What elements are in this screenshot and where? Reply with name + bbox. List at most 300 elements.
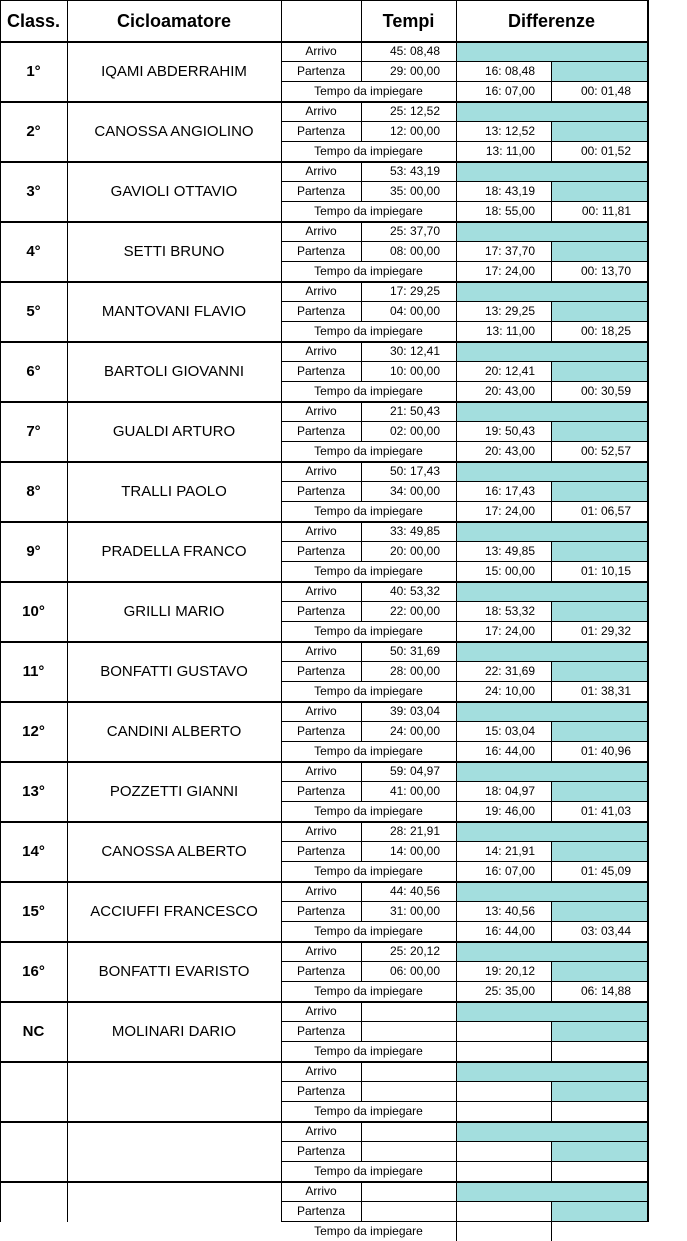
arrivo-label: Arrivo — [305, 884, 337, 898]
tempo-effettivo-value — [456, 1141, 551, 1161]
grid-line — [0, 161, 648, 163]
tempo-impiegare-label: Tempo da impiegare — [314, 204, 423, 218]
arrivo-value — [361, 1001, 456, 1021]
grid-line — [0, 1061, 648, 1063]
differenza-value: 00: 30,59 — [580, 384, 631, 398]
differenza-value: 01: 06,57 — [580, 504, 631, 518]
partenza-value: 14: 00,00 — [389, 844, 440, 858]
highlight-cell — [456, 161, 647, 181]
highlight-cell — [456, 641, 647, 661]
tempo-impiegare-value: 16: 07,00 — [484, 84, 535, 98]
grid-line — [281, 861, 647, 862]
grid-line — [281, 601, 647, 602]
cyclist-name: GRILLI MARIO — [123, 602, 225, 620]
partenza-label: Partenza — [296, 904, 346, 918]
tempo-impiegare-label: Tempo da impiegare — [314, 144, 423, 158]
grid-line — [456, 1061, 457, 1121]
arrivo-label: Arrivo — [305, 284, 337, 298]
grid-line — [0, 821, 648, 823]
arrivo-label: Arrivo — [305, 644, 337, 658]
grid-line — [0, 461, 648, 463]
differenza-value: 03: 03,44 — [580, 924, 631, 938]
arrivo-value: 44: 40,56 — [389, 884, 440, 898]
tempo-effettivo-value: 16: 17,43 — [484, 484, 535, 498]
partenza-label: Partenza — [296, 184, 346, 198]
grid-line — [551, 301, 552, 341]
grid-line — [456, 221, 457, 281]
grid-line — [0, 0, 648, 1]
tempo-effettivo-value: 13: 49,85 — [484, 544, 535, 558]
partenza-label: Partenza — [296, 1144, 346, 1158]
partenza-label: Partenza — [296, 244, 346, 258]
grid-line — [281, 201, 647, 202]
partenza-label: Partenza — [296, 1204, 346, 1218]
highlight-cell — [456, 461, 647, 481]
tempo-impiegare-value: 17: 24,00 — [484, 504, 535, 518]
differenza-value: 06: 14,88 — [580, 984, 631, 998]
tempo-impiegare-label: Tempo da impiegare — [314, 1164, 423, 1178]
grid-line — [456, 941, 457, 1001]
grid-line — [551, 121, 552, 161]
grid-line — [281, 1021, 647, 1022]
differenza-value: 00: 01,52 — [580, 144, 631, 158]
grid-line — [456, 41, 457, 101]
arrivo-label: Arrivo — [305, 764, 337, 778]
highlight-cell — [551, 301, 647, 321]
tempo-impiegare-value: 13: 11,00 — [485, 144, 535, 158]
header-cicloamatore: Cicloamatore — [116, 10, 232, 31]
arrivo-value: 40: 53,32 — [389, 584, 440, 598]
highlight-cell — [551, 1081, 647, 1101]
cyclist-name — [67, 1061, 281, 1121]
highlight-cell — [551, 601, 647, 621]
grid-line — [0, 1001, 648, 1003]
header-classifica: Class. — [6, 10, 61, 31]
partenza-label: Partenza — [296, 664, 346, 678]
tempo-impiegare-value: 20: 43,00 — [484, 384, 535, 398]
highlight-cell — [456, 1121, 647, 1141]
grid-line — [361, 521, 362, 561]
grid-line — [281, 801, 647, 802]
grid-line — [0, 761, 648, 763]
arrivo-value: 21: 50,43 — [389, 404, 440, 418]
highlight-cell — [551, 781, 647, 801]
cyclist-name: GAVIOLI OTTAVIO — [110, 182, 238, 200]
tempo-impiegare-label: Tempo da impiegare — [314, 504, 423, 518]
arrivo-label: Arrivo — [305, 224, 337, 238]
tempo-effettivo-value — [456, 1081, 551, 1101]
grid-line — [0, 41, 648, 43]
tempo-impiegare-label: Tempo da impiegare — [314, 264, 423, 278]
tempo-impiegare-value: 17: 24,00 — [484, 624, 535, 638]
highlight-cell — [456, 701, 647, 721]
partenza-label: Partenza — [296, 1024, 346, 1038]
rank-label — [0, 1121, 67, 1181]
arrivo-value: 33: 49,85 — [389, 524, 440, 538]
partenza-label: Partenza — [296, 604, 346, 618]
highlight-cell — [551, 901, 647, 921]
grid-line — [281, 661, 647, 662]
tempo-impiegare-label: Tempo da impiegare — [314, 84, 423, 98]
arrivo-label: Arrivo — [305, 704, 337, 718]
grid-line — [551, 181, 552, 221]
tempo-impiegare-label: Tempo da impiegare — [314, 804, 423, 818]
grid-line — [281, 441, 647, 442]
arrivo-value: 30: 12,41 — [389, 344, 440, 358]
highlight-cell — [551, 181, 647, 201]
rank-label: 5° — [26, 302, 41, 320]
grid-line — [456, 821, 457, 881]
tempo-effettivo-value: 18: 43,19 — [484, 184, 535, 198]
grid-line — [0, 1181, 648, 1183]
grid-line — [551, 541, 552, 581]
tempo-effettivo-value: 17: 37,70 — [484, 244, 535, 258]
highlight-cell — [551, 421, 647, 441]
cyclist-name: PRADELLA FRANCO — [101, 542, 247, 560]
grid-line — [551, 961, 552, 1001]
grid-line — [551, 421, 552, 461]
tempo-effettivo-value: 13: 12,52 — [484, 124, 535, 138]
grid-line — [281, 381, 647, 382]
grid-line — [281, 1161, 647, 1162]
rank-label: 6° — [26, 362, 41, 380]
tempo-impiegare-value — [456, 1221, 551, 1241]
grid-line — [0, 701, 648, 703]
tempo-effettivo-value: 22: 31,69 — [484, 664, 535, 678]
differenza-value — [551, 1041, 647, 1061]
arrivo-label: Arrivo — [305, 104, 337, 118]
cyclist-name: GUALDI ARTURO — [112, 422, 236, 440]
grid-line — [281, 841, 647, 842]
grid-line — [0, 0, 1, 1222]
grid-line — [551, 661, 552, 701]
arrivo-value: 25: 12,52 — [389, 104, 440, 118]
partenza-value: 04: 00,00 — [389, 304, 440, 318]
arrivo-value: 17: 29,25 — [389, 284, 440, 298]
grid-line — [281, 421, 647, 422]
partenza-value — [361, 1021, 456, 1041]
rank-label: 4° — [26, 242, 41, 260]
tempo-impiegare-value — [456, 1101, 551, 1121]
tempo-effettivo-value — [456, 1021, 551, 1041]
grid-line — [281, 61, 647, 62]
partenza-label: Partenza — [296, 64, 346, 78]
tempo-impiegare-value — [456, 1041, 551, 1061]
tempo-impiegare-value: 24: 10,00 — [484, 684, 535, 698]
partenza-value: 10: 00,00 — [389, 364, 440, 378]
tempo-impiegare-label: Tempo da impiegare — [314, 744, 423, 758]
partenza-value: 29: 00,00 — [389, 64, 440, 78]
grid-line — [456, 701, 457, 761]
arrivo-label: Arrivo — [305, 464, 337, 478]
grid-line — [0, 281, 648, 283]
grid-line — [361, 221, 362, 261]
grid-line — [281, 1141, 647, 1142]
grid-line — [551, 241, 552, 281]
arrivo-value: 59: 04,97 — [389, 764, 440, 778]
rank-label: 16° — [22, 962, 45, 980]
arrivo-value: 45: 08,48 — [389, 44, 440, 58]
cyclist-name: BARTOLI GIOVANNI — [103, 362, 245, 380]
highlight-cell — [456, 1061, 647, 1081]
grid-line — [281, 961, 647, 962]
grid-line — [456, 0, 457, 41]
tempo-impiegare-label: Tempo da impiegare — [314, 684, 423, 698]
tempo-impiegare-value: 17: 24,00 — [484, 264, 535, 278]
differenza-value — [551, 1101, 647, 1121]
differenza-value: 00: 01,48 — [580, 84, 631, 98]
cyclist-name: CANDINI ALBERTO — [106, 722, 242, 740]
highlight-cell — [551, 841, 647, 861]
differenza-value: 01: 38,31 — [580, 684, 631, 698]
grid-line — [361, 821, 362, 861]
arrivo-label: Arrivo — [305, 1184, 337, 1198]
partenza-label: Partenza — [296, 364, 346, 378]
grid-line — [551, 781, 552, 821]
grid-line — [456, 1181, 457, 1241]
partenza-label: Partenza — [296, 124, 346, 138]
grid-line — [456, 881, 457, 941]
grid-line — [456, 641, 457, 701]
grid-line — [281, 541, 647, 542]
arrivo-value — [361, 1181, 456, 1201]
tempo-impiegare-value — [456, 1161, 551, 1181]
differenza-value: 01: 45,09 — [580, 864, 631, 878]
highlight-cell — [551, 361, 647, 381]
arrivo-label: Arrivo — [305, 944, 337, 958]
grid-line — [361, 401, 362, 441]
highlight-cell — [551, 121, 647, 141]
rank-label: 13° — [22, 782, 45, 800]
grid-line — [0, 941, 648, 943]
grid-line — [281, 1201, 647, 1202]
cyclist-name: BONFATTI GUSTAVO — [100, 662, 248, 680]
grid-line — [281, 501, 647, 502]
differenza-value — [551, 1161, 647, 1181]
differenza-value: 01: 40,96 — [580, 744, 631, 758]
grid-line — [281, 121, 647, 122]
arrivo-value: 53: 43,19 — [389, 164, 440, 178]
cyclist-name — [67, 1121, 281, 1181]
grid-line — [361, 41, 362, 81]
arrivo-label: Arrivo — [305, 1124, 337, 1138]
rank-label: 8° — [26, 482, 41, 500]
tempo-impiegare-label: Tempo da impiegare — [314, 324, 423, 338]
cyclist-name: CANOSSA ALBERTO — [101, 842, 247, 860]
highlight-cell — [551, 961, 647, 981]
highlight-cell — [456, 521, 647, 541]
rank-label: 15° — [22, 902, 45, 920]
grid-line — [551, 1021, 552, 1061]
partenza-value: 12: 00,00 — [389, 124, 440, 138]
tempo-effettivo-value: 13: 29,25 — [484, 304, 535, 318]
differenza-value: 01: 10,15 — [580, 564, 631, 578]
grid-line — [281, 741, 647, 742]
arrivo-value: 25: 20,12 — [389, 944, 440, 958]
grid-line — [281, 621, 647, 622]
tempo-impiegare-label: Tempo da impiegare — [314, 384, 423, 398]
rank-label: 12° — [22, 722, 45, 740]
grid-line — [67, 0, 68, 1222]
highlight-cell — [551, 541, 647, 561]
grid-line — [361, 881, 362, 921]
highlight-cell — [456, 761, 647, 781]
partenza-value: 28: 00,00 — [389, 664, 440, 678]
partenza-label: Partenza — [296, 1084, 346, 1098]
grid-line — [647, 0, 649, 1222]
highlight-cell — [456, 821, 647, 841]
grid-line — [456, 1001, 457, 1061]
grid-line — [361, 1121, 362, 1161]
tempo-impiegare-value: 19: 46,00 — [484, 804, 535, 818]
grid-line — [281, 981, 647, 982]
differenza-value: 00: 52,57 — [580, 444, 631, 458]
highlight-cell — [551, 241, 647, 261]
grid-line — [456, 521, 457, 581]
tempo-impiegare-label: Tempo da impiegare — [314, 1044, 423, 1058]
arrivo-label: Arrivo — [305, 824, 337, 838]
highlight-cell — [551, 1201, 647, 1221]
grid-line — [281, 721, 647, 722]
partenza-value: 02: 00,00 — [389, 424, 440, 438]
rank-label: 3° — [26, 182, 41, 200]
tempo-impiegare-value: 16: 44,00 — [484, 744, 535, 758]
grid-line — [281, 141, 647, 142]
arrivo-value: 28: 21,91 — [389, 824, 440, 838]
partenza-label: Partenza — [296, 544, 346, 558]
grid-line — [361, 1061, 362, 1101]
arrivo-value — [361, 1061, 456, 1081]
partenza-value: 08: 00,00 — [389, 244, 440, 258]
tempo-impiegare-value: 20: 43,00 — [484, 444, 535, 458]
partenza-value: 06: 00,00 — [389, 964, 440, 978]
tempo-effettivo-value: 18: 53,32 — [484, 604, 535, 618]
grid-line — [456, 341, 457, 401]
cyclist-name — [67, 1181, 281, 1241]
grid-line — [281, 681, 647, 682]
tempo-impiegare-value: 15: 00,00 — [484, 564, 535, 578]
arrivo-value: 50: 31,69 — [389, 644, 440, 658]
grid-line — [0, 521, 648, 523]
partenza-label: Partenza — [296, 484, 346, 498]
tempo-effettivo-value: 16: 08,48 — [484, 64, 535, 78]
grid-line — [0, 221, 648, 223]
arrivo-value: 39: 03,04 — [389, 704, 440, 718]
cyclist-name: ACCIUFFI FRANCESCO — [90, 902, 258, 920]
highlight-cell — [551, 721, 647, 741]
grid-line — [281, 301, 647, 302]
highlight-cell — [551, 61, 647, 81]
tempo-effettivo-value: 20: 12,41 — [484, 364, 535, 378]
arrivo-label: Arrivo — [305, 44, 337, 58]
tempo-impiegare-label: Tempo da impiegare — [314, 864, 423, 878]
grid-line — [0, 341, 648, 343]
highlight-cell — [456, 101, 647, 121]
grid-line — [361, 461, 362, 501]
rank-label: 14° — [22, 842, 45, 860]
grid-line — [281, 1081, 647, 1082]
grid-line — [361, 0, 362, 41]
tempo-impiegare-label: Tempo da impiegare — [314, 924, 423, 938]
cyclist-name: MANTOVANI FLAVIO — [101, 302, 247, 320]
grid-line — [281, 901, 647, 902]
grid-line — [281, 81, 647, 82]
partenza-value — [361, 1141, 456, 1161]
tempo-impiegare-label: Tempo da impiegare — [314, 1224, 423, 1238]
partenza-label: Partenza — [296, 724, 346, 738]
highlight-cell — [551, 481, 647, 501]
grid-line — [361, 761, 362, 801]
arrivo-value: 25: 37,70 — [389, 224, 440, 238]
grid-line — [281, 241, 647, 242]
tempo-effettivo-value: 18: 04,97 — [484, 784, 535, 798]
tempo-impiegare-label: Tempo da impiegare — [314, 1104, 423, 1118]
rank-label: 10° — [22, 602, 45, 620]
tempo-effettivo-value — [456, 1201, 551, 1221]
highlight-cell — [551, 661, 647, 681]
rank-label — [0, 1061, 67, 1121]
differenza-value: 01: 29,32 — [580, 624, 631, 638]
differenza-value: 00: 13,70 — [580, 264, 631, 278]
arrivo-label: Arrivo — [305, 404, 337, 418]
arrivo-label: Arrivo — [305, 344, 337, 358]
grid-line — [281, 481, 647, 482]
grid-line — [456, 101, 457, 161]
partenza-value: 34: 00,00 — [389, 484, 440, 498]
grid-line — [281, 781, 647, 782]
grid-line — [0, 641, 648, 643]
grid-line — [361, 281, 362, 321]
highlight-cell — [551, 1021, 647, 1041]
tempo-impiegare-value: 16: 07,00 — [484, 864, 535, 878]
grid-line — [551, 61, 552, 101]
grid-line — [281, 261, 647, 262]
grid-line — [361, 701, 362, 741]
grid-line — [0, 1121, 648, 1123]
grid-line — [0, 881, 648, 883]
grid-line — [0, 581, 648, 583]
arrivo-value: 50: 17,43 — [389, 464, 440, 478]
grid-line — [551, 721, 552, 761]
grid-line — [551, 601, 552, 641]
grid-line — [551, 361, 552, 401]
grid-line — [456, 281, 457, 341]
highlight-cell — [456, 221, 647, 241]
rank-label: 9° — [26, 542, 41, 560]
grid-line — [281, 0, 282, 1222]
partenza-value: 24: 00,00 — [389, 724, 440, 738]
grid-line — [456, 581, 457, 641]
partenza-value — [361, 1201, 456, 1221]
grid-line — [361, 1001, 362, 1041]
grid-line — [281, 1101, 647, 1102]
grid-line — [361, 101, 362, 141]
tempo-impiegare-label: Tempo da impiegare — [314, 444, 423, 458]
tempo-impiegare-label: Tempo da impiegare — [314, 564, 423, 578]
grid-line — [551, 901, 552, 941]
partenza-value — [361, 1081, 456, 1101]
differenza-value: 00: 18,25 — [580, 324, 631, 338]
cyclist-name: MOLINARI DARIO — [111, 1022, 237, 1040]
rank-label: NC — [22, 1022, 45, 1040]
grid-line — [361, 641, 362, 681]
partenza-value: 31: 00,00 — [389, 904, 440, 918]
rank-label: 1° — [26, 62, 41, 80]
highlight-cell — [456, 941, 647, 961]
cyclist-name: BONFATTI EVARISTO — [98, 962, 250, 980]
tempo-effettivo-value: 13: 40,56 — [484, 904, 535, 918]
tempo-impiegare-value: 18: 55,00 — [484, 204, 535, 218]
